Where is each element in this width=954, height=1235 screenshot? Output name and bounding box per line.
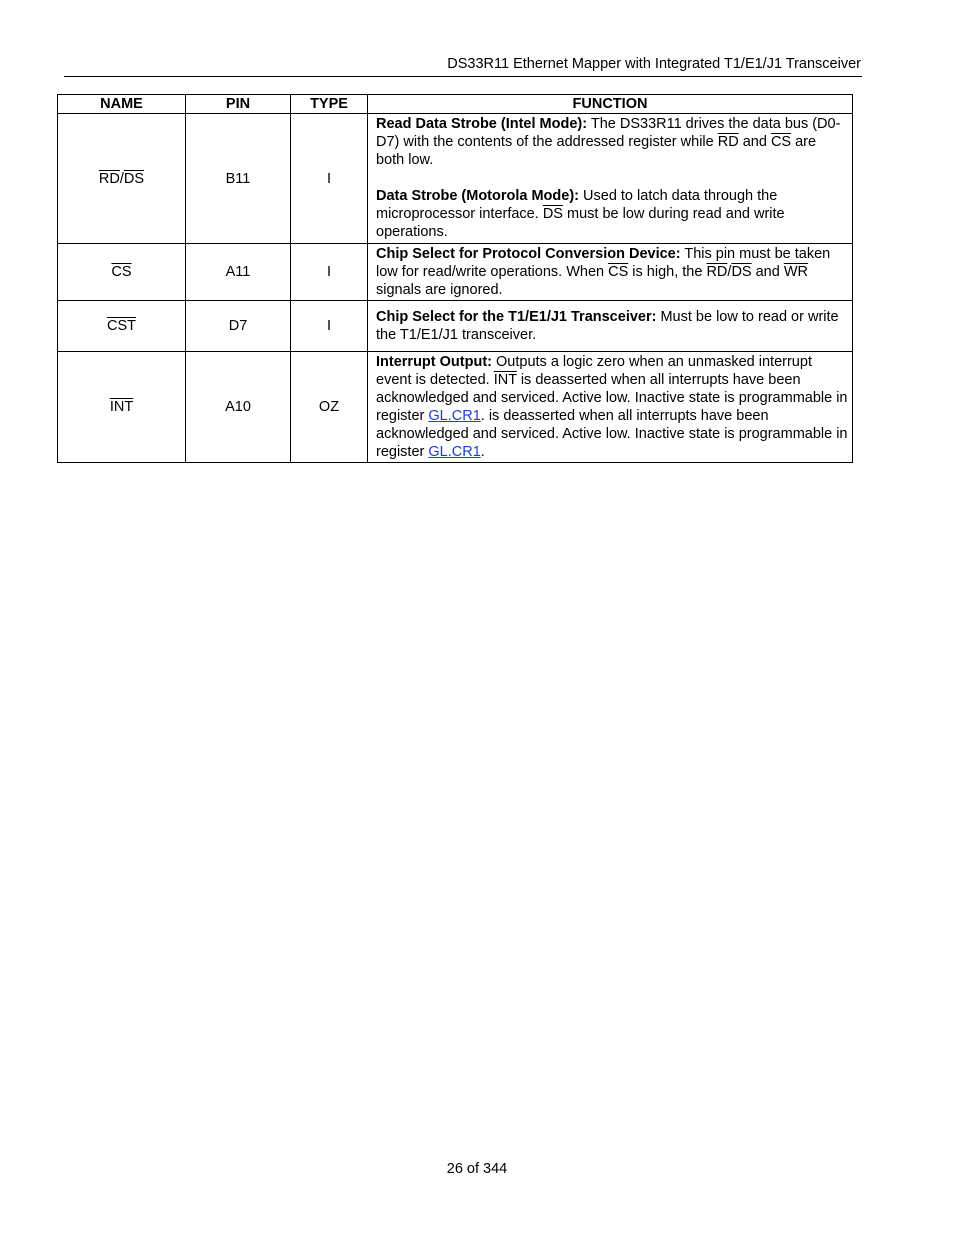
function-text: and xyxy=(738,134,771,150)
function-text: Outputs a logic zero when an unmasked interrupt event is detected. xyxy=(376,354,812,388)
signal-name-overbar: $\overline{CS}$ xyxy=(608,264,629,280)
page-number: 26 of 344 xyxy=(446,1161,508,1177)
table-row xyxy=(58,244,853,301)
pin-number-cell: A11 xyxy=(186,244,291,301)
column-header-name: NAME xyxy=(58,95,186,114)
function-text: / xyxy=(727,264,732,280)
pin-function-cell xyxy=(368,244,853,301)
signal-name-overbar: $\overline{RD}$ xyxy=(98,170,120,187)
function-paragraph xyxy=(376,353,848,461)
signal-name-overbar: $\overline{CS}$ xyxy=(111,264,132,280)
function-text: . is deasserted when all interrupts have been acknowledged and serviced. Active low. Inactive state is programmable in register xyxy=(376,408,848,460)
register-link-gl-cr1[interactable]: GL.CR1 xyxy=(428,408,481,424)
function-paragraph xyxy=(376,115,848,169)
function-paragraph xyxy=(376,187,848,241)
column-header-pin: PIN xyxy=(186,95,291,114)
function-text: must be low during read and write operations. xyxy=(376,206,785,240)
function-heading: Chip Select for the T1/E1/J1 Transceiver: xyxy=(376,309,657,325)
signal-name-overbar: $\overline{RD}$ xyxy=(717,134,739,150)
function-text: is deasserted when all interrupts have been acknowledged and serviced. Active low. Inactive state is programmable in register xyxy=(376,372,848,424)
pin-type-cell: I xyxy=(291,301,368,352)
pin-number-cell: A10 xyxy=(186,352,291,463)
function-text: are both low. xyxy=(376,134,817,168)
pin-name-cell xyxy=(58,301,186,352)
pin-function-cell xyxy=(368,301,853,352)
function-paragraph xyxy=(376,245,848,299)
pin-name-cell xyxy=(58,352,186,463)
pin-number-cell: B11 xyxy=(186,114,291,244)
signal-name-overbar: $\overline{RD}$ xyxy=(706,264,728,280)
function-text: Used to latch data through the microprocessor interface. xyxy=(376,188,778,222)
signal-name-overbar: $\overline{INT}$ xyxy=(493,372,517,388)
column-header-type: TYPE xyxy=(291,95,368,114)
function-heading: Read Data Strobe (Intel Mode): xyxy=(376,116,588,132)
function-paragraph xyxy=(376,308,848,344)
pin-type-cell: I xyxy=(291,244,368,301)
pin-type-cell: I xyxy=(291,114,368,244)
pin-name-cell xyxy=(58,114,186,244)
table-row xyxy=(58,301,853,352)
signal-name-overbar: $\overline{DS}$ xyxy=(542,206,563,222)
pin-number-cell: D7 xyxy=(186,301,291,352)
function-text: The DS33R11 drives the data bus (D0-D7) with the contents of the addressed register while xyxy=(376,116,841,150)
pin-description-table xyxy=(57,94,853,463)
function-text: Must be low to read or write the T1/E1/J1 transceiver. xyxy=(376,309,839,343)
function-heading: Data Strobe (Motorola Mode): xyxy=(376,188,579,204)
function-text: . xyxy=(480,444,485,460)
running-header-title: DS33R11 Ethernet Mapper with Integrated T1/E1/J1 Transceiver xyxy=(447,56,861,72)
signal-name-overbar: $\overline{WR}$ xyxy=(783,264,809,280)
header-rule xyxy=(64,76,862,77)
table-row xyxy=(58,352,853,463)
register-link-gl-cr1[interactable]: GL.CR1 xyxy=(428,444,481,460)
paragraph-gap xyxy=(376,169,848,187)
signal-name-separator: / xyxy=(119,170,124,187)
signal-name-overbar: $\overline{CST}$ xyxy=(107,318,136,334)
function-text: This pin must be taken low for read/write operations. When xyxy=(376,246,831,280)
pin-type-cell: OZ xyxy=(291,352,368,463)
function-heading: Chip Select for Protocol Conversion Device: xyxy=(376,246,681,262)
column-header-function: FUNCTION xyxy=(368,95,853,114)
function-text: and xyxy=(751,264,784,280)
signal-name-overbar: $\overline{DS}$ xyxy=(731,264,752,280)
pin-function-cell xyxy=(368,352,853,463)
pin-function-cell xyxy=(368,114,853,244)
signal-name-overbar: $\overline{CS}$ xyxy=(770,134,792,150)
signal-name-overbar: $\overline{DS}$ xyxy=(123,170,145,187)
function-heading: Interrupt Output: xyxy=(376,354,492,370)
pin-name-cell xyxy=(58,244,186,301)
function-text: signals are ignored. xyxy=(376,282,503,298)
table-row xyxy=(58,114,853,244)
function-text: is high, the xyxy=(628,264,707,280)
table-header-row xyxy=(58,95,853,114)
signal-name-overbar: $\overline{INT}$ xyxy=(109,399,134,415)
